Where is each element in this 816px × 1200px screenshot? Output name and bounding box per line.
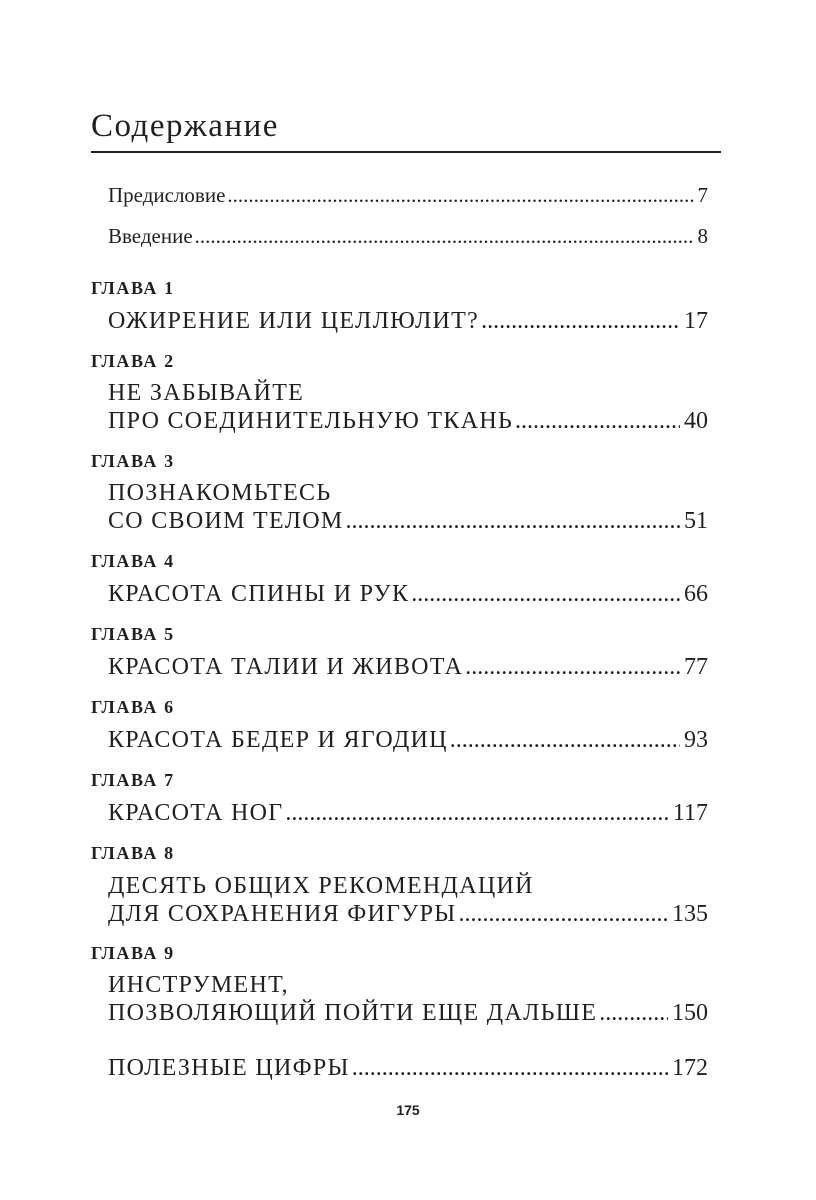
dot-leader [346,509,680,533]
toc-entry-chapter-2[interactable] [108,409,708,433]
toc-page-number: 40 [684,408,708,434]
toc-entry-chapter-7[interactable] [108,801,708,825]
toc-entry-label: ПОЗВОЛЯЮЩИЙ ПОЙТИ ЕЩЕ ДАЛЬШЕ [108,1000,598,1026]
toc-entry-chapter-1[interactable] [108,309,708,333]
chapter-label: ГЛАВА 1 [91,278,175,298]
toc-entry-title-line: ДЕСЯТЬ ОБЩИХ РЕКОМЕНДАЦИЙ [108,873,534,899]
toc-page-number: 66 [684,581,708,607]
page-title: Содержание [91,108,279,144]
dot-leader [227,185,693,206]
toc-entry-label: Предисловие [108,183,226,207]
toc-page-number: 117 [672,800,708,826]
toc-entry-chapter-6[interactable] [108,728,708,752]
toc-entry-label: КРАСОТА НОГ [108,800,284,826]
dot-leader [450,728,680,752]
toc-entry-label: КРАСОТА СПИНЫ И РУК [108,581,410,607]
toc-entry-chapter-5[interactable] [108,655,708,679]
chapter-label: ГЛАВА 2 [91,351,175,371]
toc-page-number: 135 [672,901,708,927]
toc-page-number: 51 [684,508,708,534]
toc-entry-title-line: НЕ ЗАБЫВАЙТЕ [108,380,305,406]
chapter-label: ГЛАВА 8 [91,843,175,863]
page-folio: 175 [396,1102,420,1118]
toc-entry-chapter-8[interactable] [108,902,708,926]
chapter-label: ГЛАВА 6 [91,697,175,717]
chapter-label: ГЛАВА 9 [91,943,175,963]
chapter-label: ГЛАВА 4 [91,551,175,571]
toc-entry-title-line: ИНСТРУМЕНТ, [108,972,289,998]
toc-entry-label: КРАСОТА ТАЛИИ И ЖИВОТА [108,654,464,680]
chapter-label: ГЛАВА 7 [91,770,175,790]
dot-leader [465,655,680,679]
toc-entry-label: СО СВОИМ ТЕЛОМ [108,508,344,534]
toc-page-number: 150 [672,1000,708,1026]
toc-page-number: 17 [684,308,708,334]
toc-page-number: 77 [684,654,708,680]
dot-leader [352,1056,668,1080]
toc-page-number: 172 [672,1055,708,1081]
toc-entry-title-line: ПОЗНАКОМЬТЕСЬ [108,480,332,506]
toc-entry-label: ПОЛЕЗНЫЕ ЦИФРЫ [108,1055,350,1081]
toc-entry-label: ПРО СОЕДИНИТЕЛЬНУЮ ТКАНЬ [108,408,514,434]
toc-entry-label: ДЛЯ СОХРАНЕНИЯ ФИГУРЫ [108,901,457,927]
dot-leader [285,801,668,825]
toc-entry-chapter-9[interactable] [108,1001,708,1025]
dot-leader [411,582,680,606]
toc-entry-label: ОЖИРЕНИЕ ИЛИ ЦЕЛЛЮЛИТ? [108,308,480,334]
toc-entry-preface[interactable] [108,185,708,206]
dot-leader [599,1001,668,1025]
toc-entry-chapter-4[interactable] [108,582,708,606]
dot-leader [515,409,680,433]
toc-entry-useful-numbers[interactable] [108,1056,708,1080]
chapter-label: ГЛАВА 3 [91,451,175,471]
toc-entry-label: Введение [108,224,193,248]
toc-entry-chapter-3[interactable] [108,509,708,533]
chapter-label: ГЛАВА 5 [91,624,175,644]
dot-leader [195,226,694,247]
title-rule [91,151,721,153]
toc-entry-introduction[interactable] [108,226,708,247]
toc-page-number: 8 [697,224,708,248]
dot-leader [458,902,668,926]
dot-leader [481,309,680,333]
toc-page-number: 93 [684,727,708,753]
toc-entry-label: КРАСОТА БЕДЕР И ЯГОДИЦ [108,727,448,753]
toc-page-number: 7 [697,183,708,207]
